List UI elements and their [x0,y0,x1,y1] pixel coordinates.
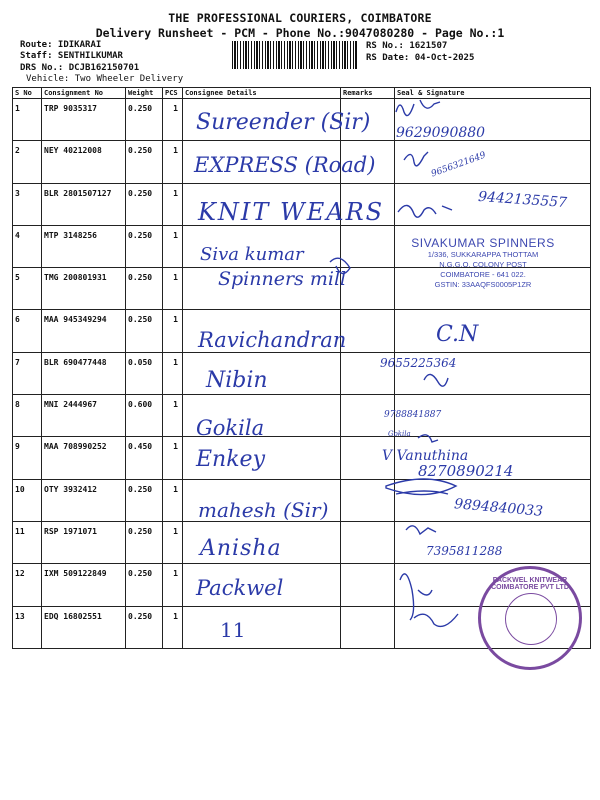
handwritten-phone-3: 9442135557 [477,188,568,212]
cell-sno-text: 13 [15,611,25,621]
handwritten-consignee-5: Spinners mill [218,268,347,290]
header-consignee: Consignee Details [183,88,341,99]
cell-weight-text: 0.250 [128,104,153,113]
cell-pcs-text: 1 [173,526,178,536]
staff-label: Staff: SENTHILKUMAR [20,51,123,61]
cell-pcs-text: 1 [173,188,178,198]
cell-consignment-text: BLR 690477448 [44,357,107,367]
handwritten-phone-8: 9788841887 [384,410,442,420]
cell-consignment-text: RSP 1971071 [44,526,97,536]
cell-weight-text: 0.250 [128,611,153,621]
cell-sno-text: 11 [15,526,25,536]
cell-consignment-text: NEY 40212008 [44,146,102,156]
cell-sno-text: 9 [15,442,20,452]
cell-pcs-text: 1 [173,146,178,156]
vehicle-label: Vehicle: Two Wheeler Delivery [26,74,184,84]
round-seal [478,566,582,670]
cell-weight-text: 0.250 [128,273,153,283]
cell-weight-text: 0.250 [128,569,153,579]
cell-sno-text: 10 [15,484,25,494]
cell-sno-text: 12 [15,569,25,579]
cell-weight-text: 0.450 [128,442,153,452]
stamp-line-1: 1/336, SUKKARAPPA THOTTAM [427,250,539,259]
handwritten-phone-1: 9629090880 [396,125,486,141]
header-remarks: Remarks [341,88,395,99]
cell-pcs-text: 1 [173,273,178,283]
handwritten-consignee-9: Enkey [196,447,266,472]
handwritten-consignee-3: KNIT WEARS [198,198,385,226]
handwritten-consignee-13: 11 [220,618,246,642]
cell-pcs-text: 1 [173,442,178,452]
handwritten-signature-8: Gokila [388,430,411,438]
handwritten-consignee-8: Gokila [196,416,265,440]
handwritten-consignee-10: mahesh (Sir) [198,498,329,522]
header-sno: S No [13,88,42,99]
handwritten-phone-9: 8270890214 [418,462,514,480]
header-consignment: Consignment No [42,88,126,99]
cell-weight-text: 0.050 [128,357,153,367]
cell-consignment-text: TRP 9035317 [44,104,97,113]
cell-consignment-text: TMG 200801931 [44,273,107,283]
cell-consignment-text: MAA 708990252 [44,442,107,452]
cell-pcs-text: 1 [173,484,178,494]
signature-10 [386,479,456,495]
cell-pcs-text: 1 [173,611,178,621]
cell-weight-text: 0.250 [128,146,153,156]
cell-pcs-text: 1 [173,104,178,113]
signature-2 [404,152,428,166]
cell-consignment-text: OTY 3932412 [44,484,97,494]
rs-number: RS No.: 1621507 [366,41,448,51]
signature-11 [406,526,436,534]
cell-consignment-text: MNI 2444967 [44,400,97,410]
handwritten-signature-9: V Vanuthina [382,448,469,464]
cell-consignment-text: IXM 509122849 [44,569,107,579]
cell-sno-text: 5 [15,273,20,283]
runsheet-subtitle: Delivery Runsheet - PCM - Phone No.:9047080280 - Page No.:1 [95,26,505,40]
cell-consignment-text: MAA 945349294 [44,315,107,325]
cell-weight-text: 0.250 [128,526,153,536]
handwritten-number-2: 9656321649 [430,150,488,180]
cell-pcs-text: 1 [173,400,178,410]
handwritten-phone-11: 7395811288 [426,544,503,558]
handwritten-consignee-4: Siva kumar [200,244,304,265]
seal-text: PACKWEL KNITWEAR COIMBATORE PVT LTD [491,577,569,591]
cell-consignment-text: EDQ 16802551 [44,611,102,621]
cell-weight-text: 0.600 [128,400,153,410]
handwritten-phone-7: 9655225364 [380,356,457,370]
cell-sno-text: 8 [15,400,20,410]
cell-pcs-text: 1 [173,569,178,579]
stamp-name: SIVAKUMAR SPINNERS [411,236,555,250]
cell-sno-text: 3 [15,188,20,198]
rs-date: RS Date: 04-Oct-2025 [366,53,475,63]
cell-weight-text: 0.250 [128,230,153,240]
signature-4 [330,258,350,273]
handwritten-consignee-1: Sureender (Sir) [196,110,371,135]
cell-weight-text: 0.250 [128,188,153,198]
handwritten-consignee-6: Ravichandran [198,328,347,352]
signature-1 [396,100,440,116]
handwritten-consignee-7: Nibin [206,368,268,393]
signature-12-13 [400,574,458,627]
header-pcs: PCS [163,88,183,99]
stamp-line-2: N.G.G.O. COLONY POST [439,260,527,269]
signature-8 [418,435,438,442]
cell-consignment-text: BLR 2801507127 [44,188,112,198]
drs-number: DRS No.: DCJB162150701 [20,63,140,73]
company-title: THE PROFESSIONAL COURIERS, COIMBATORE [168,11,432,25]
handwritten-phone-10: 9894840033 [453,496,544,520]
signature-7 [424,374,448,386]
handwritten-consignee-2: EXPRESS (Road) [194,153,376,177]
cell-weight-text: 0.250 [128,315,153,325]
cell-pcs-text: 1 [173,230,178,240]
header-seal-signature: Seal & Signature [395,88,591,99]
cell-consignment-text: MTP 3148256 [44,230,97,240]
cell-sno-text: 6 [15,315,20,325]
stamp-line-3: COIMBATORE - 641 022. [440,270,526,279]
seal-inner-ring [505,593,557,645]
cell-weight-text: 0.250 [128,484,153,494]
route-label: Route: IDIKARAI [20,40,102,50]
cell-sno-text: 2 [15,146,20,156]
handwritten-signature-6: C.N [436,322,479,347]
signature-3 [398,205,452,217]
handwritten-consignee-11: Anisha [200,536,282,561]
header-weight: Weight [126,88,163,99]
company-stamp [388,236,578,290]
cell-sno-text: 7 [15,357,20,367]
stamp-line-4: GSTIN: 33AAQFS0005P1ZR [434,280,532,289]
cell-sno-text: 1 [15,104,20,113]
cell-pcs-text: 1 [173,315,178,325]
cell-sno-text: 4 [15,230,20,240]
handwritten-consignee-12: Packwel [196,576,284,600]
cell-pcs-text: 1 [173,357,178,367]
